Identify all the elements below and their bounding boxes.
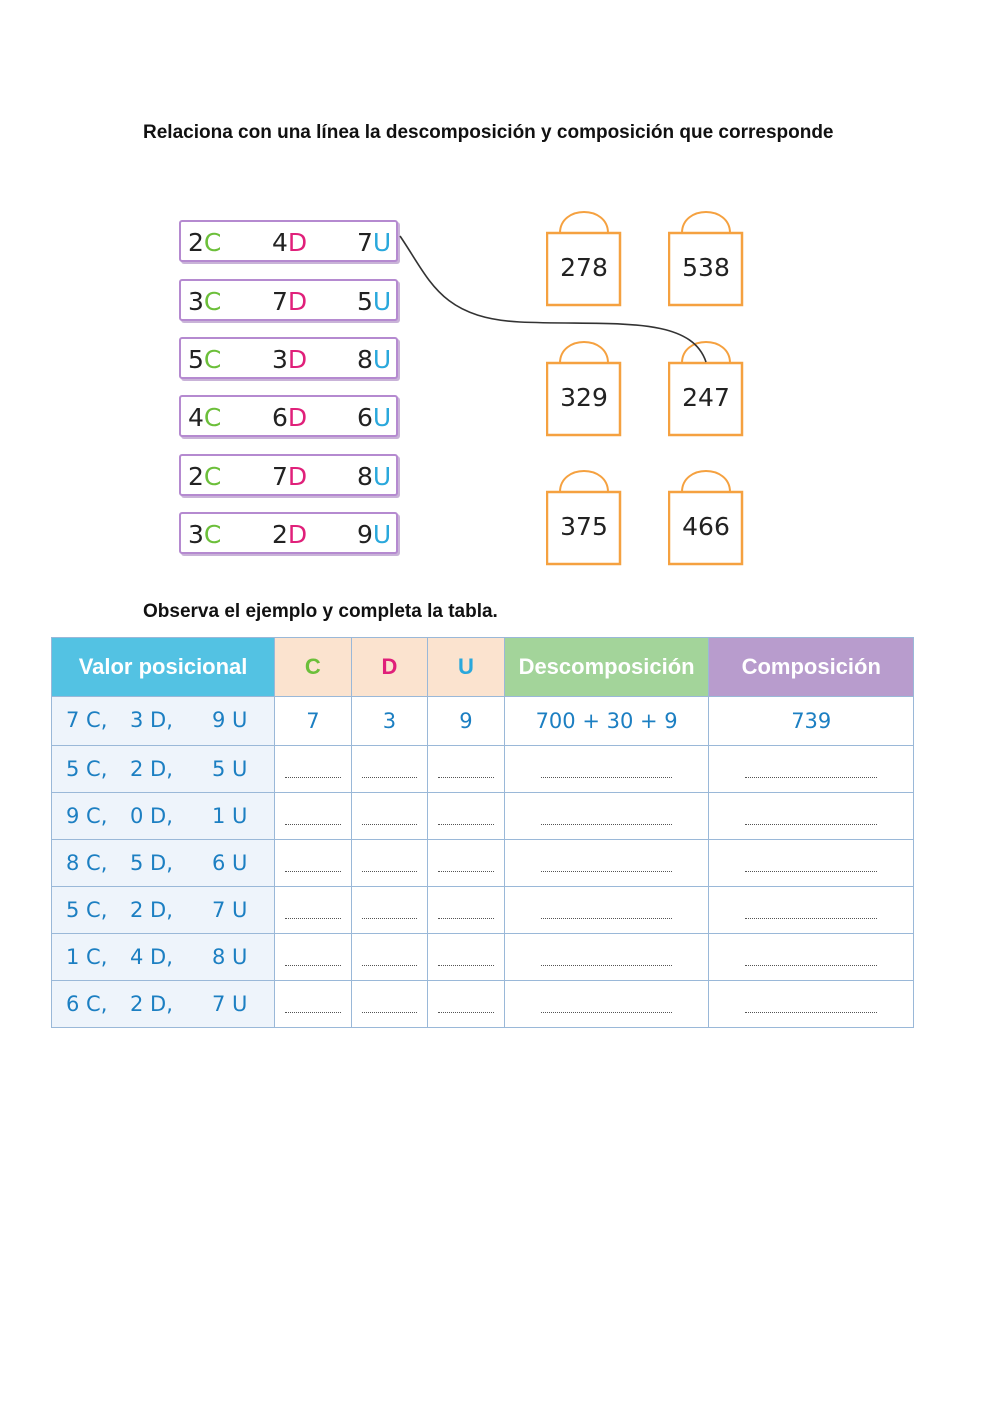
- unidades-letter: U: [372, 520, 392, 549]
- connector-line[interactable]: [0, 0, 1000, 600]
- table-row: [52, 934, 914, 981]
- row-valor: 6 C, 2 D, 7 U: [52, 981, 275, 1028]
- header-descomposicion: Descomposición: [504, 638, 709, 697]
- c-answer-field[interactable]: [275, 887, 352, 934]
- c-answer-field[interactable]: [275, 840, 352, 887]
- centenas-letter: C: [203, 403, 222, 432]
- decenas-digit: 4: [272, 228, 288, 257]
- table-row: [52, 746, 914, 793]
- bag-number: 538: [682, 253, 730, 282]
- centenas-letter: C: [203, 228, 222, 257]
- u-answer-field[interactable]: [428, 840, 505, 887]
- centenas-letter: C: [203, 520, 222, 549]
- unidades-digit: 7: [357, 228, 373, 257]
- bag-number: 466: [682, 512, 730, 541]
- unidades-digit: 8: [357, 462, 373, 491]
- descomposicion-answer-field[interactable]: [504, 840, 709, 887]
- example-u-value: 9: [428, 697, 505, 746]
- decenas-letter: D: [287, 287, 308, 316]
- centenas-digit: 2: [188, 228, 204, 257]
- place-value-table: [51, 637, 914, 1028]
- composicion-answer-field[interactable]: [709, 887, 914, 934]
- centenas-digit: 4: [188, 403, 204, 432]
- decenas-digit: 6: [272, 403, 288, 432]
- unidades-digit: 8: [357, 345, 373, 374]
- example-valor: 7 C, 3 D, 9 U: [52, 697, 275, 746]
- c-answer-field[interactable]: [275, 934, 352, 981]
- u-answer-field[interactable]: [428, 793, 505, 840]
- composicion-answer-field[interactable]: [709, 746, 914, 793]
- row-valor: 5 C, 2 D, 5 U: [52, 746, 275, 793]
- descomposicion-answer-field[interactable]: [504, 981, 709, 1028]
- header-composicion: Composición: [709, 638, 914, 697]
- c-answer-field[interactable]: [275, 793, 352, 840]
- d-answer-field[interactable]: [351, 840, 428, 887]
- example-descomposicion: 700 + 30 + 9: [504, 697, 709, 746]
- bag-number: 329: [560, 383, 608, 412]
- unidades-digit: 5: [357, 287, 373, 316]
- example-row: [52, 697, 914, 746]
- decenas-letter: D: [287, 520, 308, 549]
- example-c-value: 7: [275, 697, 352, 746]
- instruction-relaciona: Relaciona con una línea la descomposición y composición que corresponde: [143, 122, 834, 143]
- c-answer-field[interactable]: [275, 981, 352, 1028]
- example-d-value: 3: [351, 697, 428, 746]
- u-answer-field[interactable]: [428, 746, 505, 793]
- d-answer-field[interactable]: [351, 887, 428, 934]
- centenas-letter: C: [203, 345, 222, 374]
- bag-number: 278: [560, 253, 608, 282]
- centenas-digit: 3: [188, 287, 204, 316]
- bag-number: 375: [560, 512, 608, 541]
- unidades-digit: 6: [357, 403, 373, 432]
- decenas-letter: D: [287, 403, 308, 432]
- centenas-digit: 3: [188, 520, 204, 549]
- composicion-answer-field[interactable]: [709, 934, 914, 981]
- decenas-digit: 7: [272, 287, 288, 316]
- d-answer-field[interactable]: [351, 746, 428, 793]
- unidades-letter: U: [372, 228, 392, 257]
- centenas-digit: 2: [188, 462, 204, 491]
- composicion-answer-field[interactable]: [709, 981, 914, 1028]
- header-d: D: [351, 638, 428, 697]
- d-answer-field[interactable]: [351, 981, 428, 1028]
- header-c: C: [275, 638, 352, 697]
- centenas-letter: C: [203, 462, 222, 491]
- row-valor: 9 C, 0 D, 1 U: [52, 793, 275, 840]
- u-answer-field[interactable]: [428, 887, 505, 934]
- u-answer-field[interactable]: [428, 934, 505, 981]
- composicion-answer-field[interactable]: [709, 840, 914, 887]
- decenas-letter: D: [287, 345, 308, 374]
- table-row: [52, 887, 914, 934]
- d-answer-field[interactable]: [351, 793, 428, 840]
- row-valor: 5 C, 2 D, 7 U: [52, 887, 275, 934]
- d-answer-field[interactable]: [351, 934, 428, 981]
- u-answer-field[interactable]: [428, 981, 505, 1028]
- row-valor: 1 C, 4 D, 8 U: [52, 934, 275, 981]
- composicion-answer-field[interactable]: [709, 793, 914, 840]
- table-row: [52, 840, 914, 887]
- centenas-letter: C: [203, 287, 222, 316]
- unidades-digit: 9: [357, 520, 373, 549]
- descomposicion-answer-field[interactable]: [504, 934, 709, 981]
- header-u: U: [428, 638, 505, 697]
- centenas-digit: 5: [188, 345, 204, 374]
- decenas-digit: 2: [272, 520, 288, 549]
- table-row: [52, 981, 914, 1028]
- header-valor-posicional: Valor posicional: [52, 638, 275, 697]
- decenas-digit: 7: [272, 462, 288, 491]
- unidades-letter: U: [372, 345, 392, 374]
- decenas-letter: D: [287, 462, 308, 491]
- unidades-letter: U: [372, 403, 392, 432]
- decenas-digit: 3: [272, 345, 288, 374]
- bag-number: 247: [682, 383, 730, 412]
- c-answer-field[interactable]: [275, 746, 352, 793]
- row-valor: 8 C, 5 D, 6 U: [52, 840, 275, 887]
- descomposicion-answer-field[interactable]: [504, 746, 709, 793]
- table-row: [52, 793, 914, 840]
- instruction-observa: Observa el ejemplo y completa la tabla.: [143, 601, 498, 622]
- unidades-letter: U: [372, 462, 392, 491]
- descomposicion-answer-field[interactable]: [504, 887, 709, 934]
- descomposicion-answer-field[interactable]: [504, 793, 709, 840]
- example-composicion: 739: [709, 697, 914, 746]
- unidades-letter: U: [372, 287, 392, 316]
- decenas-letter: D: [287, 228, 308, 257]
